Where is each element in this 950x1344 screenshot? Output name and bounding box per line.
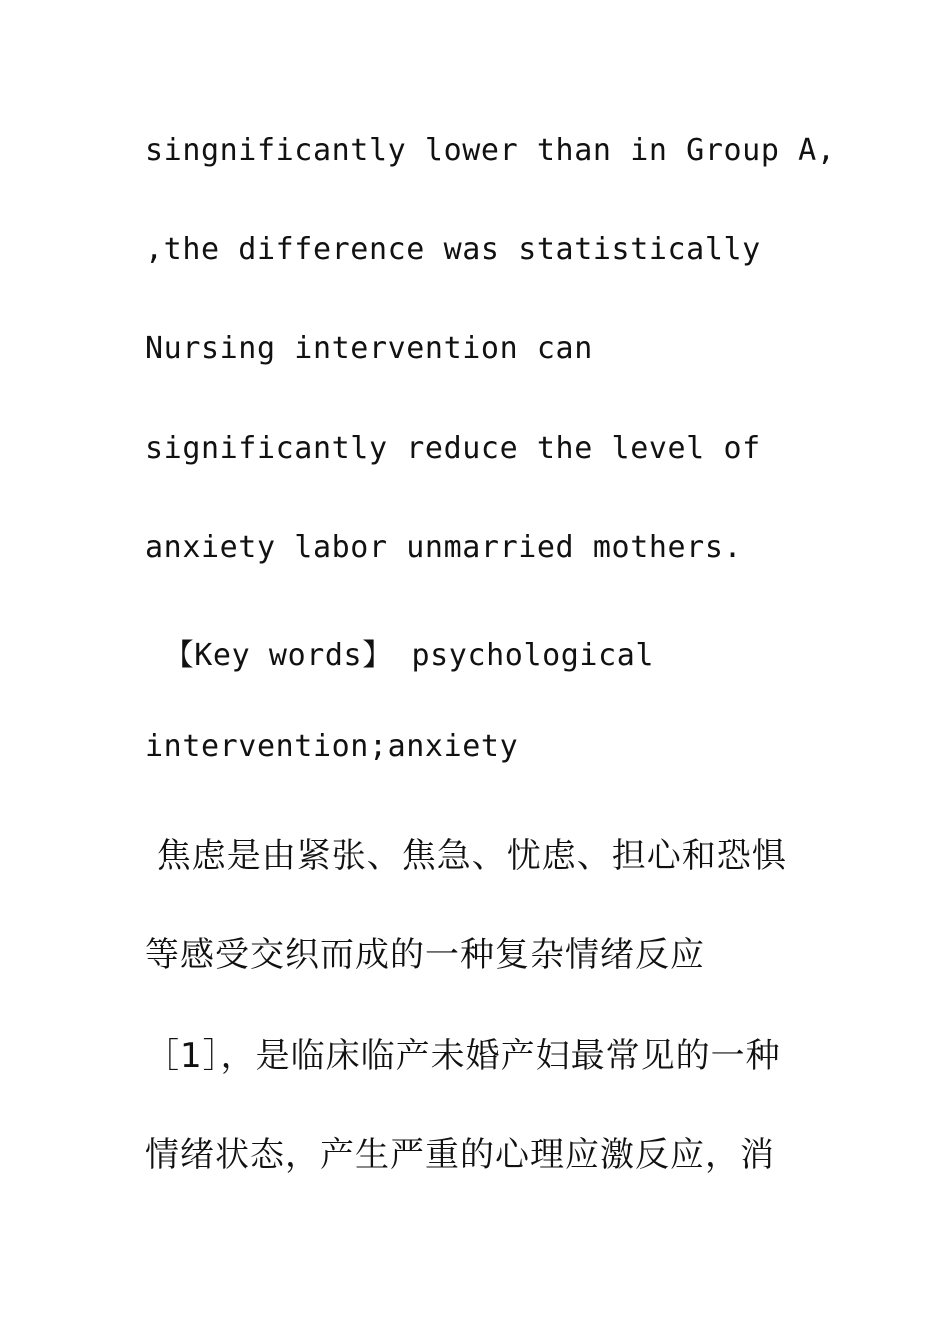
keywords-line: 【Key words】 psychological (145, 638, 655, 673)
abstract-line: singnificantly lower than in Group A, (145, 133, 836, 168)
body-text-line: 焦虑是由紧张、焦急、忧虑、担心和恐惧 (145, 836, 787, 876)
abstract-line: Nursing intervention can (145, 331, 593, 366)
body-text-line: ［1］，是临床临产未婚产妇最常见的一种 (145, 1036, 781, 1076)
abstract-line: anxiety labor unmarried mothers. (145, 530, 743, 565)
abstract-line: ,the difference was statistically (145, 232, 761, 267)
body-text-line: 情绪状态，产生严重的心理应激反应，消 (145, 1135, 775, 1175)
keywords-line: intervention;anxiety (145, 729, 519, 764)
abstract-line: significantly reduce the level of (145, 431, 761, 466)
body-text-line: 等感受交织而成的一种复杂情绪反应 (145, 935, 705, 975)
